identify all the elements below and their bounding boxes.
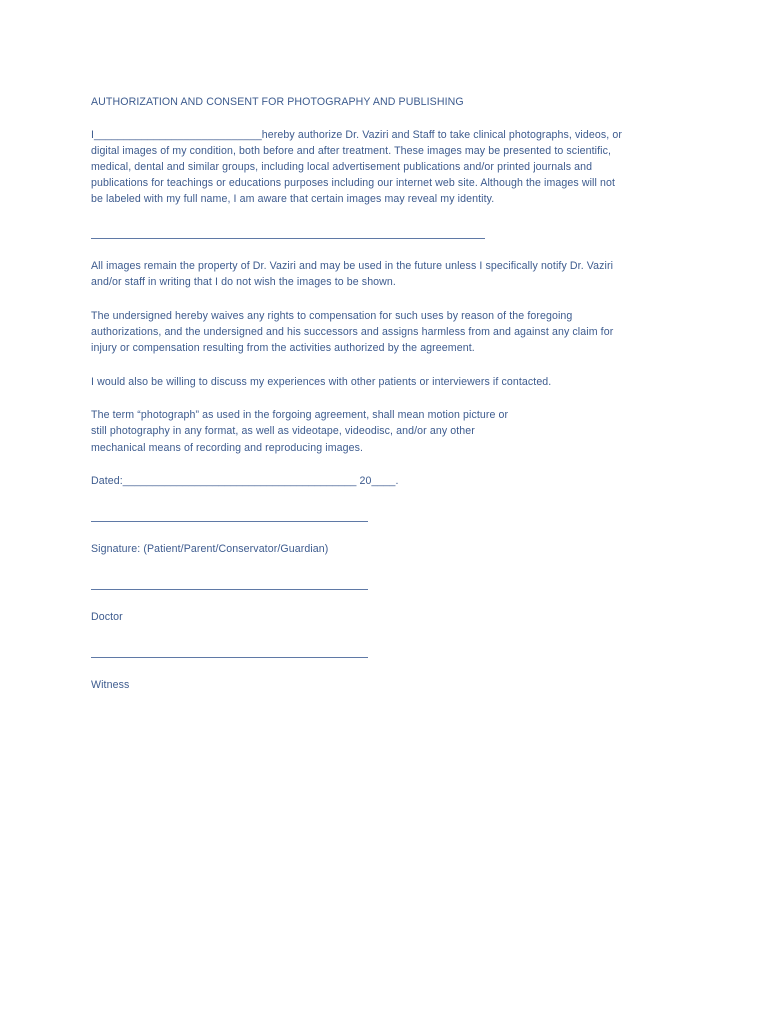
waiver-line: injury or compensation resulting from the activities authorized by the agreement.: [91, 342, 475, 354]
doctor-label: Doctor: [91, 611, 123, 623]
definition-line: mechanical means of recording and reproducing images.: [91, 442, 364, 454]
witness-signature-line: [91, 657, 368, 658]
property-line: and/or staff in writing that I do not wish the images to be shown.: [91, 276, 396, 288]
signature-label: Signature: (Patient/Parent/Conservator/Guardian): [91, 543, 329, 555]
signature-line: [91, 521, 368, 522]
intro-line: digital images of my condition, both before and after treatment. These images may be presented to scientific,: [91, 145, 612, 157]
definition-line: The term “photograph” as used in the forgoing agreement, shall mean motion picture or: [91, 409, 509, 421]
discuss-paragraph: I would also be willing to discuss my experiences with other patients or interviewers if contacted.: [91, 376, 552, 388]
blank-line: [91, 238, 485, 239]
waiver-line: authorizations, and the undersigned and his successors and assigns harmless from and against any claim for: [91, 326, 614, 338]
document-title: AUTHORIZATION AND CONSENT FOR PHOTOGRAPHY AND PUBLISHING: [91, 96, 464, 108]
doctor-signature-line: [91, 589, 368, 590]
intro-line: be labeled with my full name, I am aware that certain images may reveal my identity.: [91, 193, 495, 205]
dated-field: Dated:_______________________________________ 20____.: [91, 475, 399, 487]
witness-label: Witness: [91, 679, 130, 691]
definition-line: still photography in any format, as well as videotape, videodisc, and/or any other: [91, 425, 475, 437]
waiver-line: The undersigned hereby waives any rights to compensation for such uses by reason of the foregoing: [91, 310, 573, 322]
intro-line: I____________________________hereby authorize Dr. Vaziri and Staff to take clinical photographs, videos, or: [91, 129, 622, 141]
intro-line: medical, dental and similar groups, including local advertisement publications and/or printed journals and: [91, 161, 593, 173]
intro-line: publications for teachings or educations purposes including our internet web site. Although the images will not: [91, 177, 616, 189]
property-line: All images remain the property of Dr. Vaziri and may be used in the future unless I specifically notify Dr. Vaziri: [91, 260, 614, 272]
